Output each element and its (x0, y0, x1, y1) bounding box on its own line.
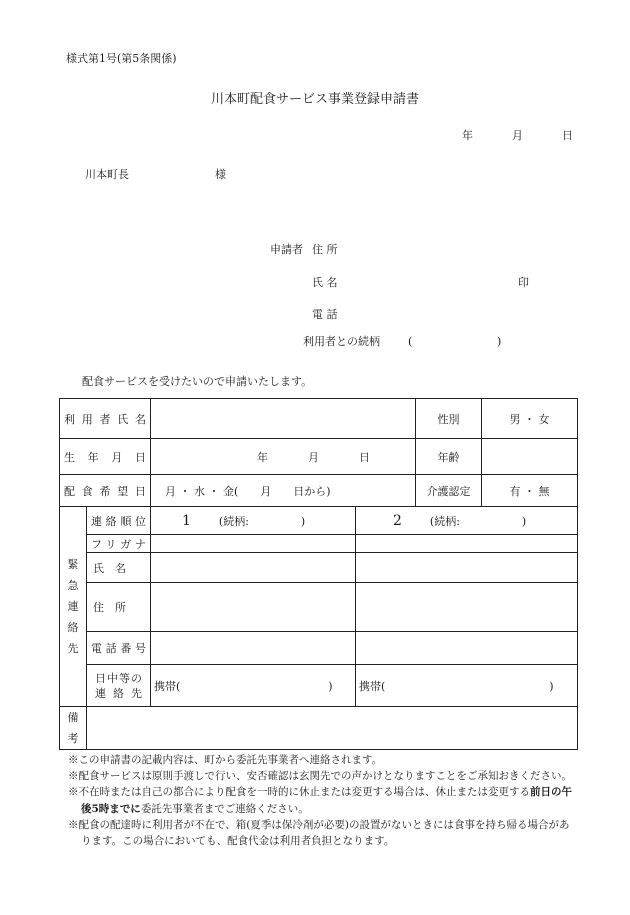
furigana-row (60, 535, 578, 553)
birth-day-label: 日 (359, 450, 370, 464)
relation-1-label: (続柄: (218, 514, 249, 528)
meal-days-field[interactable]: 月 ・ 水 ・ 金( 月 日から) (151, 475, 416, 507)
contact-1-order[interactable] (151, 507, 356, 535)
contact-address-row (60, 583, 578, 632)
relation-label: 利用者との続柄 (303, 335, 380, 348)
application-table (59, 398, 578, 750)
addressee-suffix: 様 (215, 168, 226, 181)
note-item: ※配食の配達時に利用者が不在で、箱(夏季は保冷剤が必要)の設置がないときには食事を持ち帰る場合があります。この場合においても、配食代金は利用者負担となります。 (68, 818, 570, 848)
birth-label: 生年月日 (60, 439, 151, 475)
emergency-contact-label (60, 507, 87, 707)
note-item (68, 784, 578, 816)
birth-row (60, 439, 578, 475)
seal-mark: 印 (518, 276, 529, 289)
contact-1-furigana[interactable] (151, 535, 356, 553)
form-number: 様式第1号(第5条関係) (66, 52, 177, 65)
note-text: ※不在時または自己の都合により配食を一時的に休止または変更する場合は、休止または変更する (68, 786, 530, 799)
contact-order-row (60, 507, 578, 535)
birth-month-label: 月 (308, 450, 319, 464)
meal-days-row (60, 475, 578, 507)
care-options[interactable]: 有 ・ 無 (482, 475, 578, 507)
meal-days-label: 配食希望日 (60, 475, 151, 507)
gender-label: 性別 (416, 399, 482, 439)
date-day-label: 日 (562, 129, 573, 142)
relation-close-paren: ) (497, 335, 502, 348)
mobile-1-close: ) (328, 679, 333, 693)
remarks-row (60, 707, 578, 750)
emergency-char: 連 (67, 600, 79, 613)
contact-phone-row (60, 632, 578, 665)
order-2: 2 (393, 512, 402, 529)
date-month-label: 月 (512, 129, 523, 142)
age-label: 年齢 (416, 439, 482, 475)
daytime-label-line1: 日中等の (95, 671, 142, 685)
addressee: 川本町長 (85, 168, 129, 181)
applicant-heading: 申請者 (270, 243, 303, 256)
contact-address-label: 住 所 (87, 583, 151, 632)
daytime-label-line2: 連絡先 (95, 686, 142, 700)
notes (68, 752, 578, 849)
applicant-phone-label: 電 話 (312, 308, 338, 321)
note-item: ※この申請書の記載内容は、町から委託先事業者へ連絡されます。 (68, 754, 383, 766)
contact-1-name[interactable] (151, 553, 356, 583)
gender-options[interactable]: 男 ・ 女 (482, 399, 578, 439)
daytime-contact-label (87, 665, 151, 707)
contact-order-label: 連絡順位 (87, 507, 151, 535)
birth-field[interactable] (151, 439, 416, 475)
intro-text: 配食サービスを受けたいので申請いたします。 (82, 375, 313, 388)
contact-1-mobile[interactable] (151, 665, 356, 707)
remarks-label (60, 707, 87, 750)
date-year-label: 年 (462, 129, 473, 142)
contact-name-label: 氏 名 (87, 553, 151, 583)
relation-open-paren: ( (408, 335, 413, 348)
mobile-1-label: 携帯( (154, 679, 181, 693)
contact-1-phone[interactable] (151, 632, 356, 665)
remarks-char: 考 (67, 732, 79, 745)
contact-2-mobile[interactable] (356, 665, 578, 707)
note-item: ※配食サービスは原則手渡しで行い、安否確認は玄関先での声かけとなりますことをご承知おきください。 (68, 770, 572, 783)
care-label: 介護認定 (416, 475, 482, 507)
contact-2-address[interactable] (356, 583, 578, 632)
mobile-2-close: ) (549, 679, 554, 693)
birth-year-label: 年 (257, 450, 268, 464)
emergency-char: 急 (67, 579, 79, 592)
relation-2-label: (続柄: (429, 514, 460, 528)
emergency-char: 先 (67, 642, 79, 655)
relation-1-close: ) (300, 514, 306, 528)
order-1: 1 (182, 512, 191, 529)
contact-2-order[interactable] (356, 507, 578, 535)
daytime-contact-row (60, 665, 578, 707)
mobile-2-label: 携帯( (359, 679, 386, 693)
contact-1-address[interactable] (151, 583, 356, 632)
applicant-name-label: 氏 名 (312, 276, 338, 289)
remarks-field[interactable] (87, 707, 578, 750)
page-title: 川本町配食サービス事業登録申請書 (210, 92, 419, 107)
contact-phone-label: 電話番号 (87, 632, 151, 665)
user-name-row (60, 399, 578, 439)
contact-2-name[interactable] (356, 553, 578, 583)
emergency-char: 絡 (67, 621, 79, 634)
note-text: 委託先事業者までご連絡ください。 (140, 802, 309, 815)
emergency-char: 緊 (67, 558, 79, 571)
note-emphasis: 前日の午後5時までに (81, 786, 572, 815)
furigana-label: フリガナ (87, 535, 151, 553)
relation-2-close: ) (521, 514, 527, 528)
contact-2-furigana[interactable] (356, 535, 578, 553)
applicant-address-label: 住 所 (312, 243, 338, 256)
user-name-label: 利用者氏名 (60, 399, 151, 439)
age-field[interactable] (482, 439, 578, 475)
remarks-char: 備 (67, 711, 79, 724)
user-name-field[interactable] (151, 399, 416, 439)
contact-2-phone[interactable] (356, 632, 578, 665)
contact-name-row (60, 553, 578, 583)
